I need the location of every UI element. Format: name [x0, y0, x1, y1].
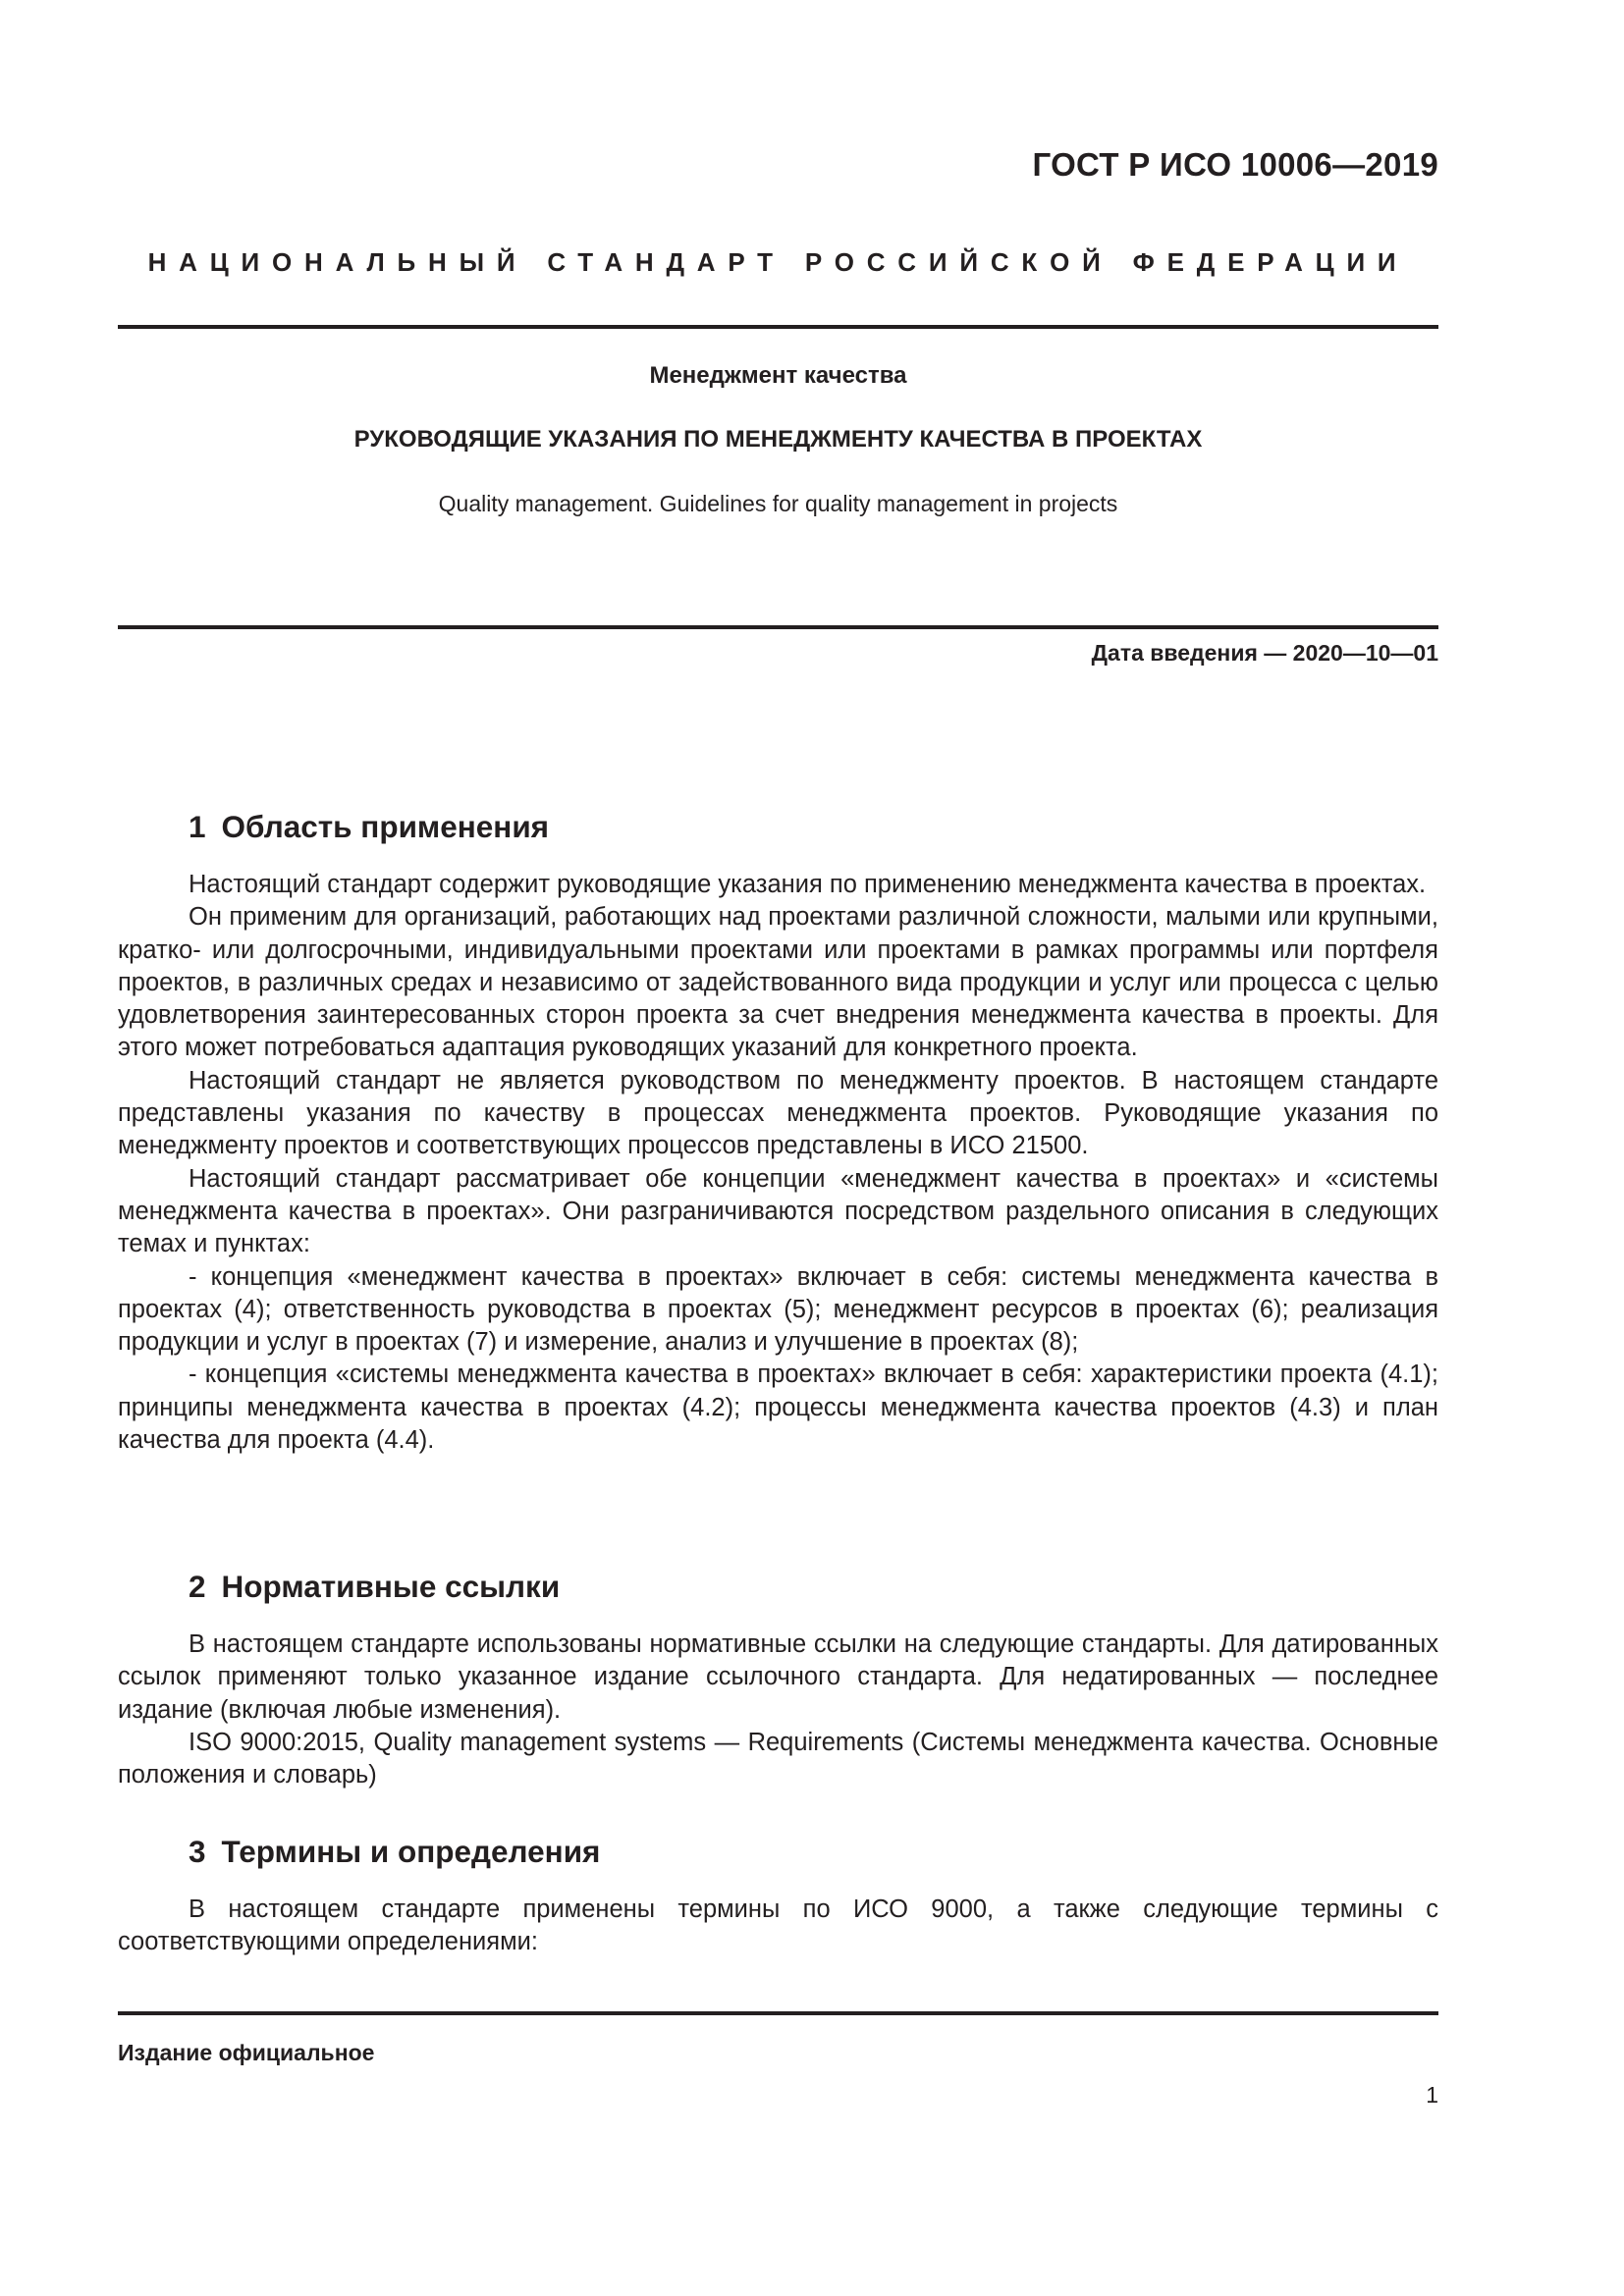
document-page [118, 0, 1438, 2296]
paragraph: Настоящий стандарт не является руководством по менеджменту проектов. В настоящем стандарте представлены указания по качеству в процессах менеджмента проектов. Руководящие указания по менеджменту проектов и соответствующих процессов представлены в ИСО 21500. [118, 1066, 1438, 1160]
list-item: - концепция «системы менеджмента качества в проектах» включает в себя: характеристики проекта (4.1); принципы менеджмента качества в проектах (4.2); процессы менеджмента качества проектов (4.3) и план качества для проекта (4.4). [118, 1361, 1438, 1455]
national-standard-banner: НАЦИОНАЛЬНЫЙ СТАНДАРТ РОССИЙСКОЙ ФЕДЕРАЦИИ [147, 247, 1409, 277]
section-2-heading [189, 1569, 560, 1605]
reference-entry: ISO 9000:2015, Quality management systems — Requirements (Системы менеджмента качества. Основные положения и словарь) [118, 1728, 1438, 1789]
footer-divider [118, 2011, 1438, 2015]
section-1-heading [189, 809, 549, 845]
page-number: 1 [1426, 2082, 1438, 2108]
section-2-body [118, 1629, 1438, 1791]
document-title-en: Quality management. Guidelines for quality management in projects [438, 491, 1118, 516]
date-of-introduction: Дата введения — 2020—10—01 [1091, 640, 1438, 666]
list-item: - концепция «менеджмент качества в проектах» включает в себя: системы менеджмента качества в проектах (4); ответственность руководства в проектах (5); менеджмент ресурсов в проектах (6); реализация продукции и услуг в проектах (7) и измерение, анализ и улучшение в проектах (8); [118, 1262, 1438, 1357]
document-title-ru: РУКОВОДЯЩИЕ УКАЗАНИЯ ПО МЕНЕДЖМЕНТУ КАЧЕСТВА В ПРОЕКТАХ [353, 426, 1203, 453]
section-title: Нормативные ссылки [221, 1569, 561, 1604]
official-edition-note: Издание официальное [118, 2040, 375, 2065]
paragraph: Настоящий стандарт содержит руководящие указания по применению менеджмента качества в проектах. [189, 871, 1427, 898]
document-number: ГОСТ Р ИСО 10006—2019 [1032, 146, 1438, 183]
section-title: Область применения [221, 809, 550, 844]
top-divider [118, 325, 1438, 329]
subject-heading: Менеджмент качества [649, 362, 907, 389]
section-title: Термины и определения [221, 1834, 601, 1869]
section-number: 1 [189, 809, 206, 844]
section-number: 2 [189, 1569, 206, 1604]
section-3-heading [189, 1834, 600, 1870]
section-3-body [118, 1894, 1438, 1959]
title-divider [118, 625, 1438, 629]
paragraph: В настоящем стандарте использованы нормативные ссылки на следующие стандарты. Для датированных ссылок применяют только указанное издание ссылочного стандарта. Для недатированных — последнее издание (включая любые изменения). [118, 1630, 1438, 1724]
paragraph: Настоящий стандарт рассматривает обе концепции «менеджмент качества в проектах» и «системы менеджмента качества в проектах». Они разграничиваются посредством раздельного описания в следующих темах и пунктах: [118, 1164, 1438, 1258]
paragraph: Он применим для организаций, работающих над проектами различной сложности, малыми или крупными, кратко- или долгосрочными, индивидуальными проектами или проектами в рамках программы или портфеля проектов, в различных средах и независимо от задействованного вида продукции и услуг или процесса с целью удовлетворения заинтересованных сторон проекта за счет внедрения менеджмента качества в проекты. Для этого может потребоваться адаптация руководящих указаний для конкретного проекта. [118, 903, 1438, 1062]
paragraph: В настоящем стандарте применены термины по ИСО 9000, а также следующие термины с соответствующими определениями: [118, 1896, 1438, 1956]
section-1-body [118, 869, 1438, 1457]
section-number: 3 [189, 1834, 206, 1869]
